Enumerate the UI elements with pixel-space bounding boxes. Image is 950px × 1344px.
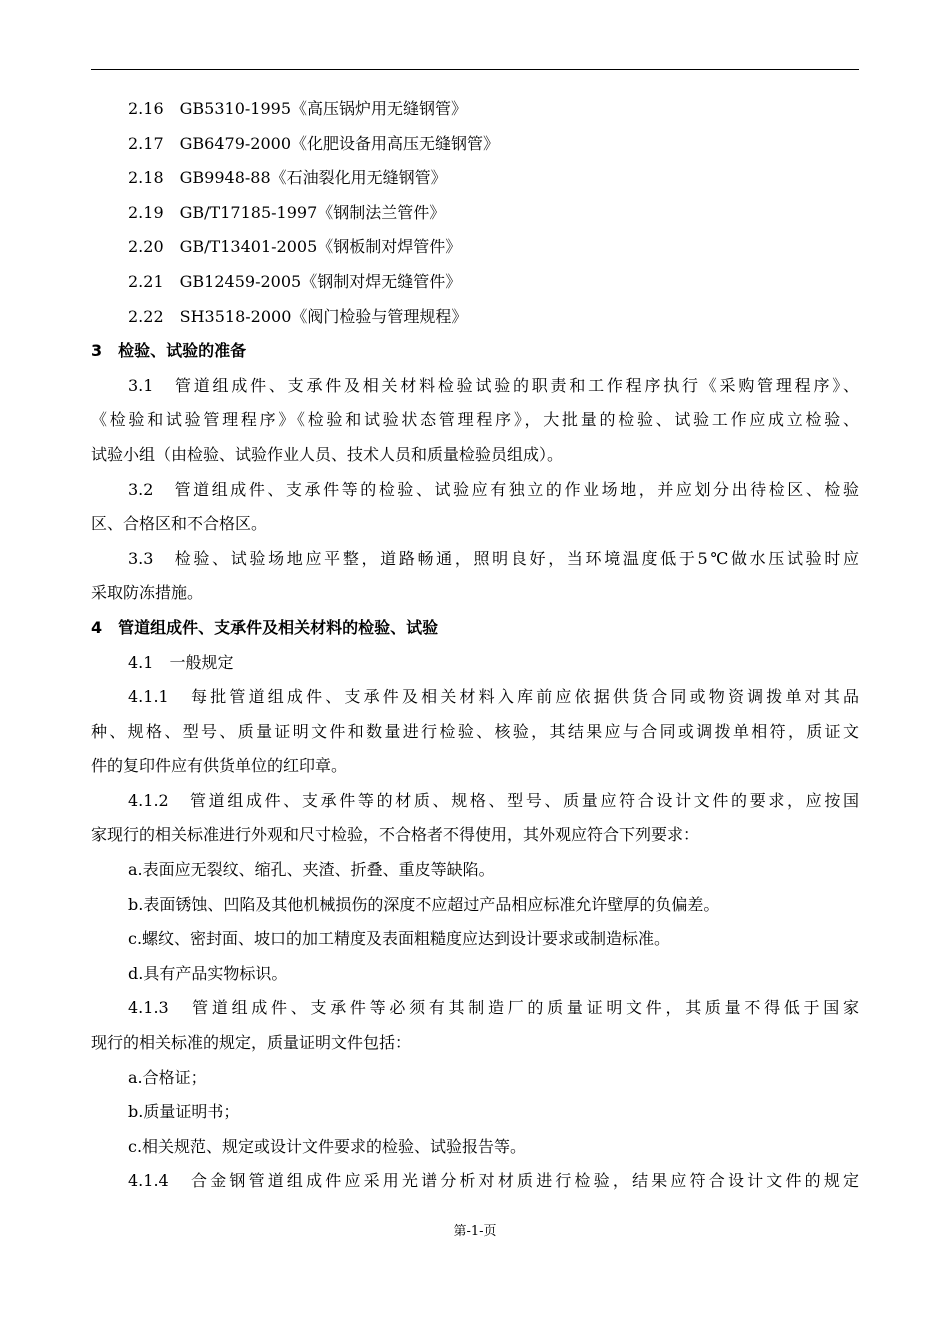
list-item: a.合格证； [128,1067,207,1087]
document-body [91,92,859,1199]
paragraph-3-1: 《检验和试验管理程序》《检验和试验状态管理程序》，大批量的检验、试验工作应成立检验、 [91,410,859,430]
standard-item: 2.18 GB9948-88《石油裂化用无缝钢管》 [128,168,447,188]
list-item: c.相关规范、规定或设计文件要求的检验、试验报告等。 [128,1136,527,1156]
subsection-heading-4-1: 4.1 一般规定 [128,652,234,672]
page-number: 第-1-页 [453,1224,497,1239]
list-item: a.表面应无裂纹、缩孔、夹渣、折叠、重皮等缺陷。 [128,860,495,880]
section-heading-4: 4 管道组成件、支承件及相关材料的检验、试验 [91,617,439,637]
list-item: b.质量证明书； [128,1102,240,1122]
paragraph-3-3: 采取防冻措施。 [91,583,204,603]
standard-item: 2.17 GB6479-2000《化肥设备用高压无缝钢管》 [128,133,500,153]
standard-item: 2.22 SH3518-2000《阀门检验与管理规程》 [128,306,468,326]
paragraph-4-1-3: 现行的相关标准的规定，质量证明文件包括： [91,1033,412,1053]
paragraph-4-1-1: 4.1.1 每批管道组成件、支承件及相关材料入库前应依据供货合同或物资调拨单对其品 [128,687,859,707]
standard-item: 2.19 GB/T17185-1997《钢制法兰管件》 [128,202,446,222]
standard-item: 2.20 GB/T13401-2005《钢板制对焊管件》 [128,237,462,257]
paragraph-4-1-3: 4.1.3 管道组成件、支承件等必须有其制造厂的质量证明文件，其质量不得低于国家 [128,998,859,1018]
paragraph-4-1-1: 种、规格、型号、质量证明文件和数量进行检验、核验，其结果应与合同或调拨单相符，质证文 [91,721,859,741]
section-heading-3: 3 检验、试验的准备 [91,341,247,361]
header-rule [91,69,859,70]
list-item: d.具有产品实物标识。 [128,963,288,983]
paragraph-3-2: 区、合格区和不合格区。 [91,514,268,534]
list-item: c.螺纹、密封面、坡口的加工精度及表面粗糙度应达到设计要求或制造标准。 [128,929,671,949]
paragraph-4-1-4: 4.1.4 合金钢管道组成件应采用光谱分析对材质进行检验，结果应符合设计文件的规定 [128,1171,859,1191]
standard-item: 2.16 GB5310-1995《高压锅炉用无缝钢管》 [128,99,468,118]
paragraph-4-1-2: 家现行的相关标准进行外观和尺寸检验，不合格者不得使用，其外观应符合下列要求： [91,825,700,845]
paragraph-4-1-2: 4.1.2 管道组成件、支承件等的材质、规格、型号、质量应符合设计文件的要求，应按国 [128,790,859,810]
paragraph-3-1: 试验小组（由检验、试验作业人员、技术人员和质量检验员组成）。 [91,444,564,464]
paragraph-4-1-1: 件的复印件应有供货单位的红印章。 [91,756,348,776]
paragraph-3-1: 3.1 管道组成件、支承件及相关材料检验试验的职责和工作程序执行《采购管理程序》、 [128,375,859,395]
paragraph-3-3: 3.3 检验、试验场地应平整，道路畅通，照明良好，当环境温度低于5℃做水压试验时应 [128,548,859,568]
paragraph-3-2: 3.2 管道组成件、支承件等的检验、试验应有独立的作业场地，并应划分出待检区、检验 [128,479,859,499]
standard-item: 2.21 GB12459-2005《钢制对焊无缝管件》 [128,271,462,291]
list-item: b.表面锈蚀、凹陷及其他机械损伤的深度不应超过产品相应标准允许壁厚的负偏差。 [128,894,720,914]
